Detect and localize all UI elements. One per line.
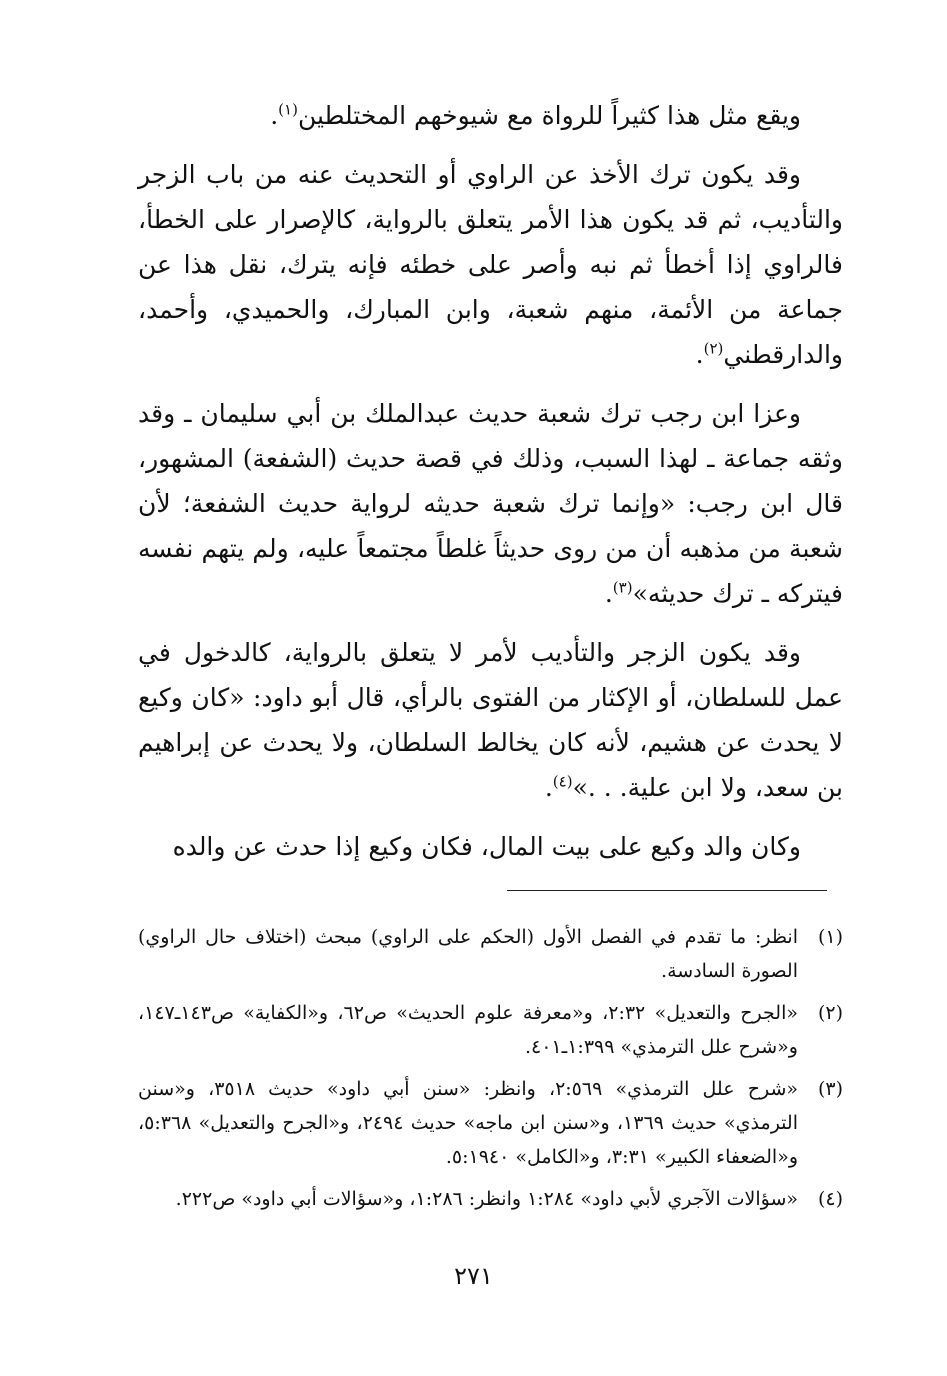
footnote-4 (138, 1182, 843, 1216)
paragraph-1 (138, 93, 843, 138)
paragraph-2 (138, 152, 843, 377)
page-number: ٢٧١ (454, 1262, 493, 1290)
paragraph-5 (138, 824, 843, 869)
paragraph-3-text: وعزا ابن رجب ترك شعبة حديث عبدالملك بن أبي سليمان ـ وقد وثقه جماعة ـ لهذا السبب، وذلك في قصة حديث (الشفعة) المشهور، قال ابن رجب: «وإنما ترك شعبة حديثه لرواية حديث الشفعة؛ لأن شعبة من مذهبه أن من روى حديثاً غلطاً مجتمعاً عليه، ولم يتهم نفسه فيتركه ـ ترك حديثه» (138, 399, 843, 608)
footnote-2 (138, 996, 843, 1064)
footnote-text: «شرح علل الترمذي» ٢:٥٦٩، وانظر: «سنن أبي داود» حديث ٣٥١٨، و«سنن الترمذي» حديث ١٣٦٩، و«سنن ابن ماجه» حديث ٢٤٩٤، و«الجرح والتعديل» ٥:٣٦٨، و«الضعفاء الكبير» ٣:٣١، و«الكامل» ٥:١٩٤٠. (138, 1078, 798, 1168)
paragraph-1-text: ويقع مثل هذا كثيراً للرواة مع شيوخهم المختلطين (297, 101, 801, 130)
footnote-3 (138, 1072, 843, 1174)
footnote-ref-1[interactable]: (١) (278, 100, 298, 119)
footnote-divider (507, 890, 827, 891)
footnote-number: (١) (817, 926, 843, 948)
paragraph-2-text: وقد يكون ترك الأخذ عن الراوي أو التحديث عنه من باب الزجر والتأديب، ثم قد يكون هذا الأمر يتعلق بالرواية، كالإصرار على الخطأ، فالراوي إذا أخطأ ثم نبه وأصر على خطئه فإنه يترك، نقل هذا عن جماعة من الأئمة، منهم شعبة، وابن المبارك، والحميدي، وأحمد، والدارقطني (138, 160, 843, 369)
footnote-text: انظر: ما تقدم في الفصل الأول (الحكم على الراوي) مبحث (اختلاف حال الراوي) الصورة السادسة. (138, 926, 798, 982)
main-text (138, 93, 843, 883)
footnote-ref-4[interactable]: (٤) (552, 772, 573, 791)
footnote-text: «الجرح والتعديل» ٢:٣٢، و«معرفة علوم الحديث» ص٦٢، و«الكفاية» ص١٤٣ـ١٤٧، و«شرح علل الترمذي» ١:٣٩٩ـ٤٠١. (138, 1002, 798, 1058)
paragraph-3-tail: . (604, 579, 613, 608)
footnote-number: (٢) (817, 1002, 843, 1024)
paragraph-1-tail: . (270, 101, 279, 130)
paragraph-3 (138, 391, 843, 616)
footnote-number: (٣) (817, 1078, 843, 1100)
paragraph-2-tail: . (695, 340, 704, 369)
footnote-text: «سؤالات الآجري لأبي داود» ١:٢٨٤ وانظر: ١:٢٨٦، و«سؤالات أبي داود» ص٢٢٢. (175, 1188, 798, 1210)
paragraph-4-text: وقد يكون الزجر والتأديب لأمر لا يتعلق بالرواية، كالدخول في عمل للسلطان، أو الإكثار من الفتوى بالرأي، قال أبو داود: «كان وكيع لا يحدث عن هشيم، لأنه كان يخالط السلطان، ولا يحدث عن إبراهيم بن سعد، ولا ابن علية. . .» (138, 638, 843, 802)
paragraph-5-text: وكان والد وكيع على بيت المال، فكان وكيع إذا حدث عن والده (172, 832, 801, 861)
paragraph-4 (138, 630, 843, 810)
footnote-ref-3[interactable]: (٣) (612, 578, 633, 597)
footnote-number: (٤) (817, 1188, 843, 1210)
footnote-ref-2[interactable]: (٢) (703, 339, 724, 358)
paragraph-4-tail: . (544, 773, 553, 802)
footnote-1 (138, 920, 843, 988)
footnotes (138, 920, 843, 1224)
